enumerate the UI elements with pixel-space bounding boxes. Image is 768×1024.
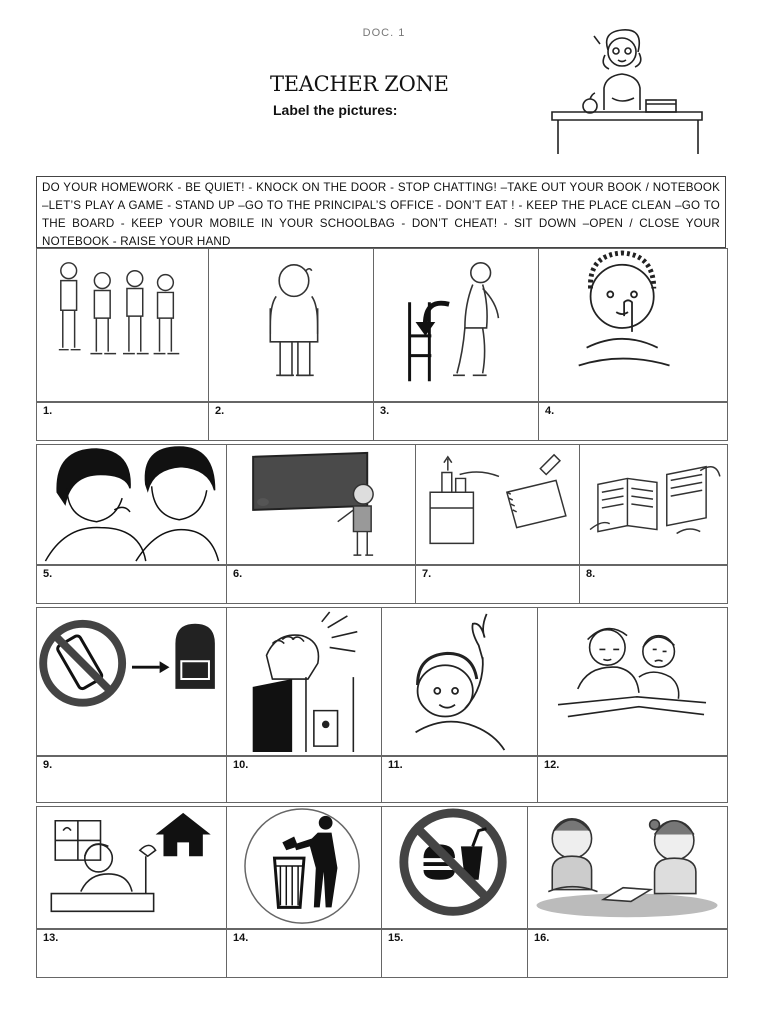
dont-eat-icon (382, 807, 527, 929)
sit-down-chair-icon (374, 249, 538, 402)
picture-cell-14 (226, 806, 382, 930)
word-bank: DO YOUR HOMEWORK - BE QUIET! - KNOCK ON THE DOOR - STOP CHATTING! –TAKE OUT YOUR BOOK / NOTEBOOK –LET’S PLAY A GAME - STAND UP –GO TO THE PRINCIPAL’S OFFICE - DON’T EAT ! - KEEP THE PLACE CLEAN –GO TO THE BOARD - KEEP YOUR MOBILE IN YOUR SCHOOLBAG - DON’T CHEAT! - SIT DOWN –OPEN / CLOSE YOUR NOTEBOOK - RAISE YOUR HAND (36, 176, 726, 248)
answer-label-3[interactable]: 3. (373, 401, 539, 441)
picture-row-2 (36, 444, 728, 604)
picture-cell-15 (381, 806, 528, 930)
homework-icon (37, 807, 226, 929)
picture-row-3 (36, 607, 728, 803)
picture-cell-2 (208, 248, 374, 403)
play-game-icon (528, 807, 727, 929)
answer-label-13[interactable]: 13. (36, 928, 227, 978)
keep-clean-icon (227, 807, 381, 929)
boy-standing-icon (209, 249, 373, 402)
answer-label-15[interactable]: 15. (381, 928, 528, 978)
picture-cell-1 (36, 248, 209, 403)
picture-cell-11 (381, 607, 538, 757)
picture-cell-4 (538, 248, 728, 403)
answer-label-16[interactable]: 16. (527, 928, 728, 978)
answer-label-12[interactable]: 12. (537, 755, 728, 803)
answer-label-2[interactable]: 2. (208, 401, 374, 441)
picture-row-1 (36, 248, 728, 441)
students-in-line-icon (37, 249, 208, 402)
picture-cell-3 (373, 248, 539, 403)
take-out-book-icon (416, 445, 579, 565)
answer-label-7[interactable]: 7. (415, 564, 580, 604)
picture-cell-8 (579, 444, 728, 566)
document-number: DOC. 1 (362, 27, 406, 39)
knock-on-door-icon (227, 608, 381, 756)
chatting-women-icon (37, 445, 226, 565)
picture-cell-12 (537, 607, 728, 757)
go-to-board-icon (227, 445, 415, 565)
answer-label-8[interactable]: 8. (579, 564, 728, 604)
answer-label-9[interactable]: 9. (36, 755, 227, 803)
picture-cell-7 (415, 444, 580, 566)
instructions: Label the pictures: (273, 102, 398, 118)
page-title: TEACHER ZONE (270, 72, 449, 96)
picture-row-4 (36, 806, 728, 978)
picture-cell-13 (36, 806, 227, 930)
be-quiet-icon (539, 249, 727, 402)
answer-label-4[interactable]: 4. (538, 401, 728, 441)
answer-label-10[interactable]: 10. (226, 755, 382, 803)
picture-cell-10 (226, 607, 382, 757)
answer-label-1[interactable]: 1. (36, 401, 209, 441)
answer-label-5[interactable]: 5. (36, 564, 227, 604)
answer-label-14[interactable]: 14. (226, 928, 382, 978)
raise-hand-icon (382, 608, 537, 756)
dont-cheat-icon (538, 608, 727, 756)
teacher-desk-icon (548, 20, 712, 156)
answer-label-6[interactable]: 6. (226, 564, 416, 604)
answer-label-11[interactable]: 11. (381, 755, 538, 803)
picture-cell-6 (226, 444, 416, 566)
picture-cell-9 (36, 607, 227, 757)
mobile-in-schoolbag-icon (37, 608, 226, 756)
open-close-notebook-icon (580, 445, 727, 565)
picture-cell-16 (527, 806, 728, 930)
picture-cell-5 (36, 444, 227, 566)
